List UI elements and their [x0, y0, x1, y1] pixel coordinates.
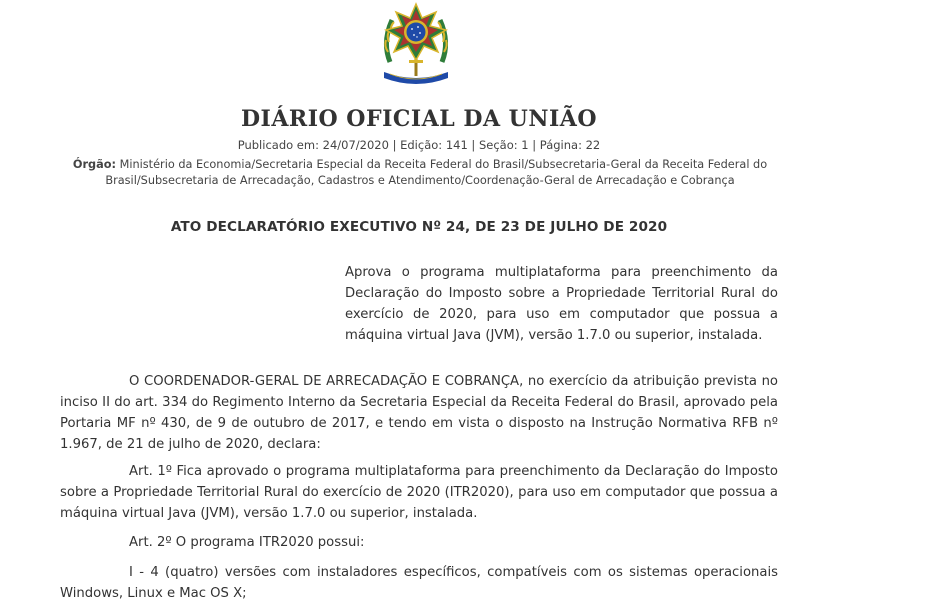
edition-label: Edição:: [400, 138, 443, 152]
published-label: Publicado em:: [237, 138, 319, 152]
separator: |: [392, 138, 397, 152]
edition-value: 141: [445, 138, 468, 152]
inciso-1-paragraph: I - 4 (quatro) versões com instaladores específicos, compatíveis com os sistemas operacionais Windows, Linux e Mac OS X;: [60, 565, 778, 601]
published-date: 24/07/2020: [322, 138, 389, 152]
act-title: ATO DECLARATÓRIO EXECUTIVO Nº 24, DE 23 DE JULHO DE 2020: [170, 219, 668, 235]
separator: |: [532, 138, 537, 152]
publication-info: [0, 137, 838, 153]
preamble-paragraph: O COORDENADOR-GERAL DE ARRECADAÇÃO E COBRANÇA, no exercício da atribuição prevista no inciso II do art. 334 do Regimento Interno da Secretaria Especial da Receita Federal do Brasil, aprovado pela Portaria MF nº 430, de 9 de outubro de 2017, e tendo em vista o disposto na Instrução Normativa RFB nº 1.967, de 21 de julho de 2020, declara:: [60, 374, 778, 452]
article-2-paragraph: Art. 2º O programa ITR2020 possui:: [129, 535, 365, 550]
article-1-paragraph: Art. 1º Fica aprovado o programa multiplataforma para preenchimento da Declaração do Imposto sobre a Propriedade Territorial Rural do exercício de 2020 (ITR2020), para uso em computador que possua a máquina virtual Java (JVM), versão 1.7.0 ou superior, instalada.: [60, 464, 778, 521]
page-label: Página:: [539, 138, 582, 152]
act-ementa: Aprova o programa multiplataforma para preenchimento da Declaração do Imposto sobre a Propriedade Territorial Rural do exercício de 2020, para uso em computador que possua a máquina virtual Java (JVM), versão 1.7.0 ou superior, instalada.: [345, 265, 778, 343]
newspaper-title: DIÁRIO OFICIAL DA UNIÃO: [240, 106, 598, 132]
orgao-value: Ministério da Economia/Secretaria Especial da Receita Federal do Brasil/Subsecretaria-Geral da Receita Federal do Brasil/Subsecretaria de Arrecadação, Cadastros e Atendimento/Coordenação-Geral de Arrecadação e Cobrança: [105, 158, 768, 187]
orgao-info: [70, 157, 770, 189]
brasao-emblem-icon: [376, 2, 456, 88]
separator: |: [471, 138, 476, 152]
section-value: 1: [521, 138, 529, 152]
orgao-label: Órgão:: [72, 158, 117, 171]
section-label: Seção:: [478, 138, 518, 152]
page-value: 22: [585, 138, 601, 152]
